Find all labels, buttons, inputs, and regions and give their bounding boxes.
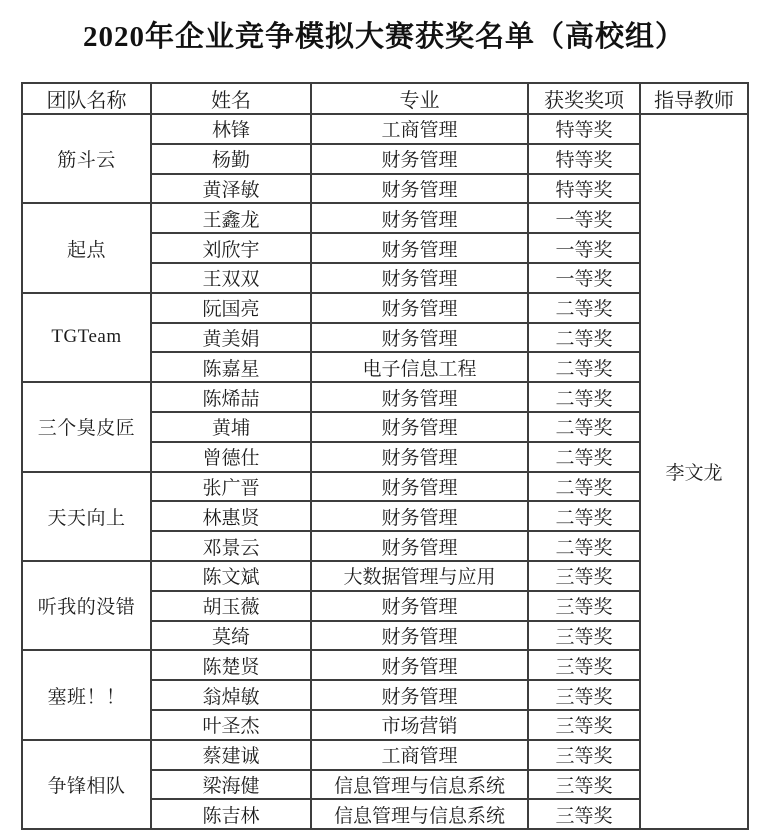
student-name-cell: 黄美娟 (151, 323, 311, 353)
major-cell: 信息管理与信息系统 (311, 770, 528, 800)
advisor-cell: 李文龙 (640, 114, 748, 829)
award-cell: 三等奖 (528, 799, 640, 829)
student-name-cell: 陈烯喆 (151, 382, 311, 412)
major-cell: 财务管理 (311, 650, 528, 680)
award-list-page (0, 14, 768, 828)
major-cell: 财务管理 (311, 323, 528, 353)
major-cell: 财务管理 (311, 382, 528, 412)
student-name-cell: 陈楚贤 (151, 650, 311, 680)
award-cell: 三等奖 (528, 680, 640, 710)
award-cell: 特等奖 (528, 174, 640, 204)
student-name-cell: 莫绮 (151, 621, 311, 651)
major-cell: 财务管理 (311, 144, 528, 174)
award-cell: 三等奖 (528, 561, 640, 591)
award-cell: 特等奖 (528, 144, 640, 174)
team-name-cell: 天天向上 (22, 472, 151, 561)
major-cell: 财务管理 (311, 442, 528, 472)
student-name-cell: 王鑫龙 (151, 203, 311, 233)
header-major: 专业 (311, 83, 528, 114)
student-name-cell: 黄埔 (151, 412, 311, 442)
team-name-cell: 筋斗云 (22, 114, 151, 203)
header-award: 获奖奖项 (528, 83, 640, 114)
major-cell: 财务管理 (311, 621, 528, 651)
major-cell: 工商管理 (311, 740, 528, 770)
student-name-cell: 曾德仕 (151, 442, 311, 472)
awards-table (21, 82, 749, 830)
major-cell: 大数据管理与应用 (311, 561, 528, 591)
team-name-cell: 起点 (22, 203, 151, 292)
award-cell: 三等奖 (528, 710, 640, 740)
award-cell: 一等奖 (528, 263, 640, 293)
student-name-cell: 张广晋 (151, 472, 311, 502)
table-row (22, 293, 748, 323)
student-name-cell: 阮国亮 (151, 293, 311, 323)
student-name-cell: 叶圣杰 (151, 710, 311, 740)
major-cell: 财务管理 (311, 203, 528, 233)
student-name-cell: 林锋 (151, 114, 311, 144)
student-name-cell: 陈嘉星 (151, 352, 311, 382)
major-cell: 信息管理与信息系统 (311, 799, 528, 829)
student-name-cell: 杨勤 (151, 144, 311, 174)
student-name-cell: 林惠贤 (151, 501, 311, 531)
table-row (22, 650, 748, 680)
award-cell: 二等奖 (528, 412, 640, 442)
major-cell: 工商管理 (311, 114, 528, 144)
student-name-cell: 陈吉林 (151, 799, 311, 829)
major-cell: 财务管理 (311, 680, 528, 710)
student-name-cell: 蔡建诚 (151, 740, 311, 770)
award-cell: 一等奖 (528, 203, 640, 233)
award-cell: 三等奖 (528, 770, 640, 800)
major-cell: 财务管理 (311, 472, 528, 502)
table-row (22, 561, 748, 591)
header-advisor: 指导教师 (640, 83, 748, 114)
award-cell: 特等奖 (528, 114, 640, 144)
major-cell: 市场营销 (311, 710, 528, 740)
student-name-cell: 翁焯敏 (151, 680, 311, 710)
team-name-cell: 塞班！！ (22, 650, 151, 739)
award-cell: 三等奖 (528, 650, 640, 680)
major-cell: 财务管理 (311, 263, 528, 293)
major-cell: 财务管理 (311, 233, 528, 263)
award-cell: 二等奖 (528, 323, 640, 353)
award-cell: 二等奖 (528, 531, 640, 561)
student-name-cell: 胡玉薇 (151, 591, 311, 621)
award-cell: 二等奖 (528, 472, 640, 502)
award-cell: 二等奖 (528, 352, 640, 382)
major-cell: 财务管理 (311, 174, 528, 204)
header-team-name: 团队名称 (22, 83, 151, 114)
award-cell: 二等奖 (528, 501, 640, 531)
award-cell: 三等奖 (528, 591, 640, 621)
team-name-cell: 争锋相队 (22, 740, 151, 829)
award-cell: 三等奖 (528, 740, 640, 770)
student-name-cell: 梁海健 (151, 770, 311, 800)
major-cell: 电子信息工程 (311, 352, 528, 382)
award-cell: 二等奖 (528, 442, 640, 472)
page-title: 2020年企业竞争模拟大赛获奖名单（高校组） (82, 21, 685, 53)
team-name-cell: 三个臭皮匠 (22, 382, 151, 471)
header-row (22, 83, 748, 114)
student-name-cell: 陈文斌 (151, 561, 311, 591)
table-row (22, 203, 748, 233)
table-row (22, 114, 748, 144)
table-row (22, 382, 748, 412)
student-name-cell: 刘欣宇 (151, 233, 311, 263)
student-name-cell: 黄泽敏 (151, 174, 311, 204)
award-cell: 三等奖 (528, 621, 640, 651)
award-cell: 一等奖 (528, 233, 640, 263)
table-row (22, 472, 748, 502)
student-name-cell: 王双双 (151, 263, 311, 293)
major-cell: 财务管理 (311, 293, 528, 323)
student-name-cell: 邓景云 (151, 531, 311, 561)
major-cell: 财务管理 (311, 501, 528, 531)
major-cell: 财务管理 (311, 412, 528, 442)
team-name-cell: TGTeam (22, 293, 151, 382)
major-cell: 财务管理 (311, 531, 528, 561)
header-student-name: 姓名 (151, 83, 311, 114)
table-row (22, 740, 748, 770)
team-name-cell: 听我的没错 (22, 561, 151, 650)
award-cell: 二等奖 (528, 293, 640, 323)
awards-table-body (22, 114, 748, 829)
awards-table-header (22, 83, 748, 114)
award-cell: 二等奖 (528, 382, 640, 412)
major-cell: 财务管理 (311, 591, 528, 621)
